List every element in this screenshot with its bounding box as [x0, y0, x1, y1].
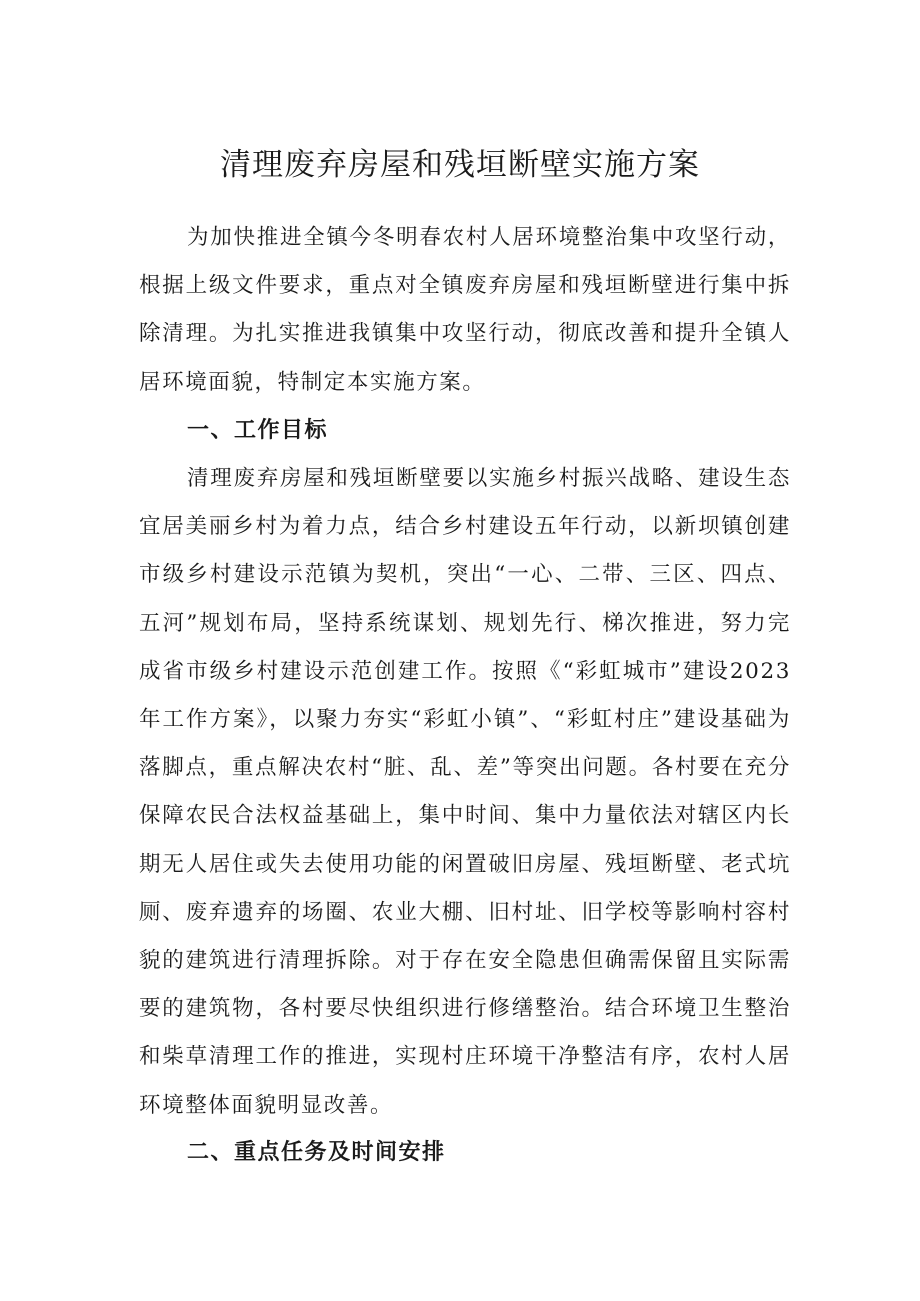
- section-heading-key-tasks: 二、重点任务及时间安排: [187, 1140, 446, 1165]
- document-title: 清理废弃房屋和残垣断壁实施方案: [220, 147, 700, 183]
- section-heading-work-goals: 一、工作目标: [187, 418, 329, 443]
- intro-paragraph: 为加快推进全镇今冬明春农村人居环境整治集中攻坚行动，根据上级文件要求，重点对全镇废弃房屋和残垣断壁进行集中拆除清理。为扎实推进我镇集中攻坚行动，彻底改善和提升全镇人居环境面貌，特制定本实施方案。: [139, 225, 791, 395]
- work-goals-paragraph: 清理废弃房屋和残垣断壁要以实施乡村振兴战略、建设生态宜居美丽乡村为着力点，结合乡村建设五年行动，以新坝镇创建市级乡村建设示范镇为契机，突出“一心、二带、三区、四点、五河”规划布局，坚持系统谋划、规划先行、梯次推进，努力完成省市级乡村建设示范创建工作。按照《“彩虹城市”建设2023年工作方案》，以聚力夯实“彩虹小镇”、“彩虹村庄”建设基础为落脚点，重点解决农村“脏、乱、差”等突出问题。各村要在充分保障农民合法权益基础上，集中时间、集中力量依法对辖区内长期无人居住或失去使用功能的闲置破旧房屋、残垣断壁、老式坑厕、废弃遗弃的场圈、农业大棚、旧村址、旧学校等影响村容村貌的建筑进行清理拆除。对于存在安全隐患但确需保留且实际需要的建筑物，各村要尽快组织进行修缮整治。结合环境卫生整治和柴草清理工作的推进，实现村庄环境干净整洁有序，农村人居环境整体面貌明显改善。: [139, 466, 791, 1118]
